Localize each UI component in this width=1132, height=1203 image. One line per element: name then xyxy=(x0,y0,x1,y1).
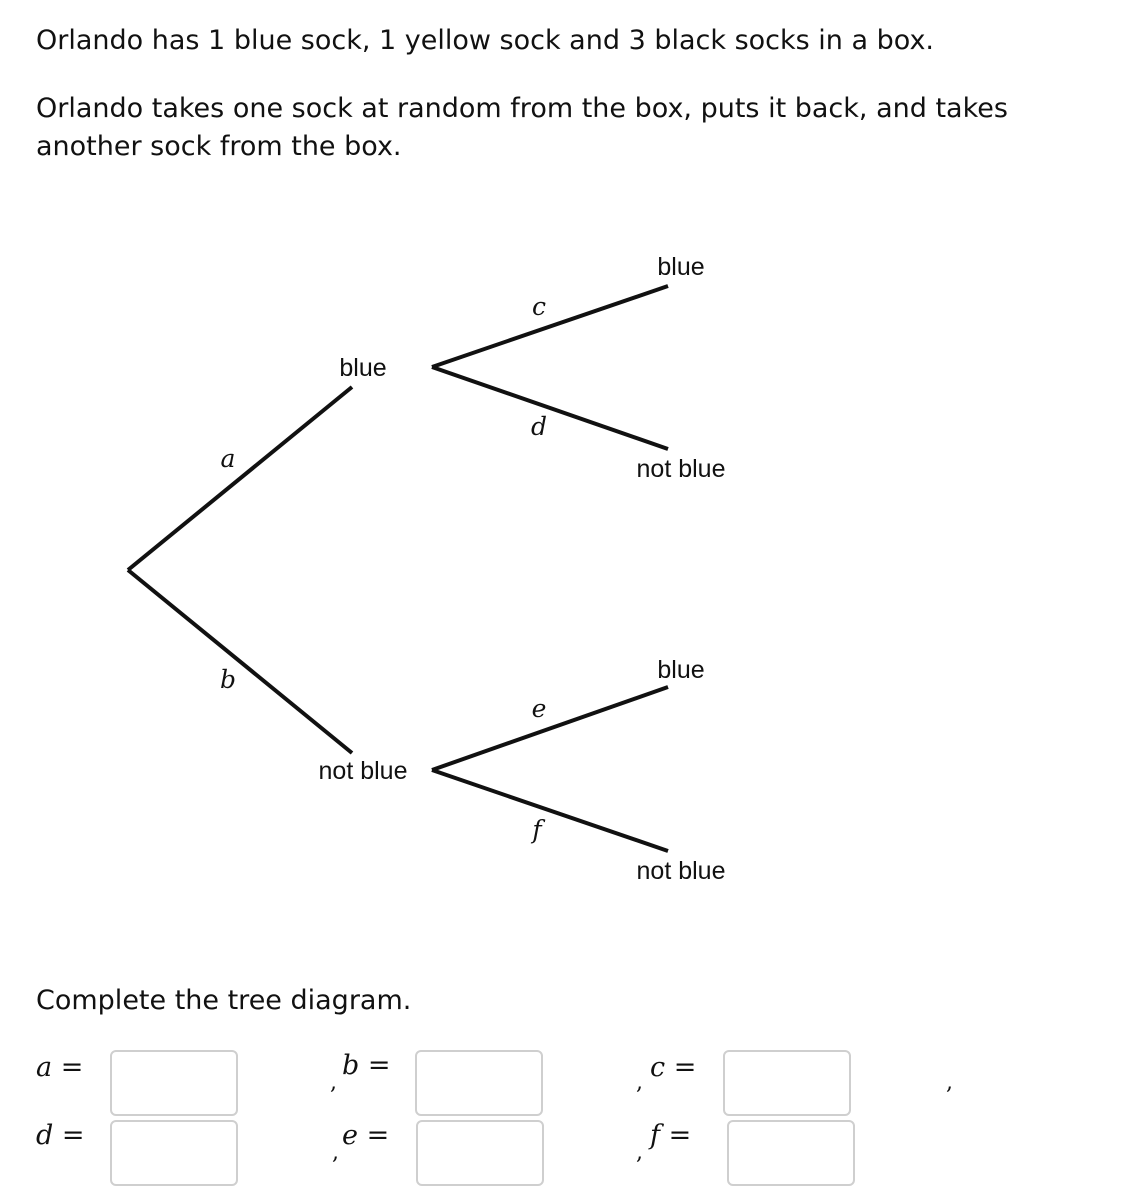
answer-d-input[interactable] xyxy=(110,1120,238,1186)
comma-5: , xyxy=(636,1140,643,1165)
outcome-notblue-blue: blue xyxy=(657,656,705,684)
outcome-notblue-not-blue: not blue xyxy=(636,857,726,885)
branch-b xyxy=(128,570,352,753)
branch-label-e: e xyxy=(531,694,547,723)
branch-a xyxy=(128,387,352,570)
equation-e: e = xyxy=(342,1120,390,1151)
branch-label-b: b xyxy=(219,665,237,694)
question-line-1: Orlando has 1 blue sock, 1 yellow sock and 3 black socks in a box. xyxy=(36,25,935,56)
comma-3: , xyxy=(946,1070,953,1095)
branch-label-d: d xyxy=(530,412,548,441)
equation-c: c = xyxy=(650,1052,697,1083)
equation-a: a = xyxy=(36,1052,84,1083)
equation-b: b = xyxy=(342,1050,391,1081)
comma-2: , xyxy=(636,1070,643,1095)
outcome-first-not-blue: not blue xyxy=(318,757,408,785)
equation-d: d = xyxy=(36,1120,85,1151)
comma-1: , xyxy=(330,1070,337,1095)
equation-f: f = xyxy=(650,1120,692,1151)
branch-c xyxy=(432,286,668,367)
branch-f xyxy=(432,770,668,851)
outcome-blue-not-blue: not blue xyxy=(636,455,726,483)
answer-b-input[interactable] xyxy=(415,1050,543,1116)
answer-e-input[interactable] xyxy=(416,1120,544,1186)
branch-label-a: a xyxy=(220,444,236,473)
outcome-first-blue: blue xyxy=(339,354,387,382)
outcome-blue-blue: blue xyxy=(657,253,705,281)
answer-a-input[interactable] xyxy=(110,1050,238,1116)
answer-c-input[interactable] xyxy=(723,1050,851,1116)
instruction: Complete the tree diagram. xyxy=(36,985,412,1016)
answer-f-input[interactable] xyxy=(727,1120,855,1186)
branch-label-c: c xyxy=(531,292,547,321)
branch-d xyxy=(432,367,668,449)
branch-e xyxy=(432,687,668,770)
question-line-2: Orlando takes one sock at random from the box, puts it back, and takes another sock from the box. xyxy=(36,93,1008,162)
comma-4: , xyxy=(332,1140,339,1165)
branch-label-f: f xyxy=(532,815,542,844)
